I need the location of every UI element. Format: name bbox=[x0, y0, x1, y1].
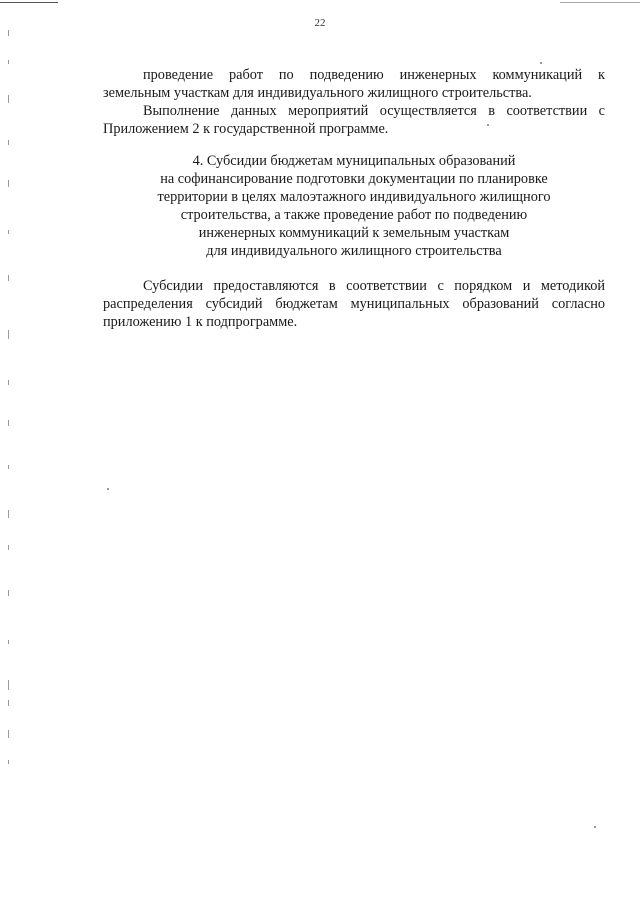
page-number: 22 bbox=[314, 17, 326, 29]
paragraph-subsidies bbox=[103, 277, 605, 331]
section-heading-line: строительства, а также проведение работ по подведению bbox=[180, 207, 528, 223]
scan-speck bbox=[540, 62, 542, 64]
paragraph1-line2: земельным участкам для индивидуального жилищного строительства. bbox=[103, 85, 532, 101]
scan-speck bbox=[107, 488, 109, 490]
section-heading-line: 4. Субсидии бюджетам муниципальных образований bbox=[192, 153, 516, 169]
binding-margin-artifacts bbox=[8, 0, 11, 905]
paragraph-continuation bbox=[103, 66, 605, 138]
scan-speck bbox=[594, 826, 596, 828]
paragraph3-line3: приложению 1 к подпрограмме. bbox=[103, 314, 298, 330]
section-heading-line: инженерных коммуникаций к земельным участкам bbox=[198, 225, 510, 241]
paragraph2-line2: Приложением 2 к государственной программе. bbox=[103, 121, 389, 137]
paragraph3-line1: Субсидии предоставляются в соответствии с порядком и методикой bbox=[143, 278, 605, 294]
scan-edge-mark-right bbox=[560, 2, 640, 3]
paragraph2-line1: Выполнение данных мероприятий осуществляется в соответствии с bbox=[143, 103, 605, 119]
section-heading-line: территории в целях малоэтажного индивидуального жилищного bbox=[157, 189, 551, 205]
section-heading-line: для индивидуального жилищного строительства bbox=[206, 243, 502, 259]
paragraph3-line2: распределения субсидий бюджетам муниципальных образований согласно bbox=[103, 296, 605, 312]
section-heading-line: на софинансирование подготовки документации по планировке bbox=[160, 171, 548, 187]
section-heading bbox=[103, 152, 605, 260]
paragraph1-line1: проведение работ по подведению инженерных коммуникаций к bbox=[143, 67, 605, 83]
